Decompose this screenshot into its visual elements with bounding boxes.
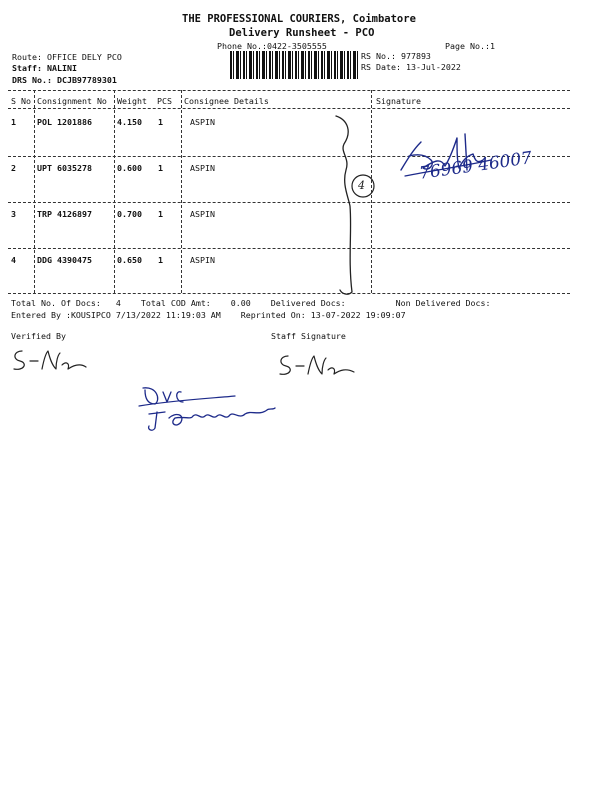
table-top-rule <box>8 90 570 91</box>
staff-signature-icon <box>276 352 356 382</box>
row-consignee: ASPIN <box>190 163 215 173</box>
entered-by-line: Entered By :KOUSIPCO 7/13/2022 11:19:03 AM Reprinted On: 13-07-2022 19:09:07 <box>11 310 406 320</box>
staff-label: Staff: NALINI <box>12 63 77 73</box>
receiver-note-icon <box>135 380 285 440</box>
column-header-weight: Weight <box>117 96 147 106</box>
row-consignment: DDG 4390475 <box>37 255 92 265</box>
row-consignment: TRP 4126897 <box>37 209 92 219</box>
row-consignment: UPT 6035278 <box>37 163 92 173</box>
rs-number: RS No.: 977893 <box>361 51 431 61</box>
handwritten-phone: 76969 46007 <box>418 148 534 184</box>
row-weight: 4.150 <box>117 117 142 127</box>
totals-line: Total No. Of Docs: 4 Total COD Amt: 0.00 Delivered Docs: Non Delivered Docs: <box>11 298 491 308</box>
drs-number: DRS No.: DCJB97789301 <box>12 75 117 85</box>
row-consignee: ASPIN <box>190 209 215 219</box>
verified-signature-icon <box>10 345 90 375</box>
column-divider <box>181 90 182 293</box>
row-weight: 0.700 <box>117 209 142 219</box>
row-divider <box>8 202 570 203</box>
row-sno: 3 <box>11 209 16 219</box>
table-header-rule <box>8 108 570 109</box>
route-label: Route: OFFICE DELY PCO <box>12 52 122 62</box>
row-consignee: ASPIN <box>190 117 215 127</box>
handwritten-count: 4 <box>358 179 365 192</box>
column-header-sno: S No <box>11 96 31 106</box>
row-sno: 4 <box>11 255 16 265</box>
row-weight: 0.600 <box>117 163 142 173</box>
column-header-consignment: Consignment No <box>37 96 107 106</box>
row-sno: 1 <box>11 117 16 127</box>
row-sno: 2 <box>11 163 16 173</box>
row-pcs: 1 <box>158 209 163 219</box>
row-pcs: 1 <box>158 117 163 127</box>
column-divider <box>34 90 35 293</box>
column-header-pcs: PCS <box>157 96 172 106</box>
staff-signature-label: Staff Signature <box>271 331 346 341</box>
verified-by-label: Verified By <box>11 331 66 341</box>
row-pcs: 1 <box>158 163 163 173</box>
page-number: Page No.:1 <box>445 41 495 51</box>
handwritten-bracket <box>330 110 390 300</box>
column-header-consignee: Consignee Details <box>184 96 269 106</box>
rs-date: RS Date: 13-Jul-2022 <box>361 62 461 72</box>
row-divider <box>8 248 570 249</box>
row-consignee: ASPIN <box>190 255 215 265</box>
row-pcs: 1 <box>158 255 163 265</box>
barcode <box>230 51 358 79</box>
column-header-signature: Signature <box>376 96 421 106</box>
column-divider <box>114 90 115 293</box>
phone-number: Phone No.:0422-3505555 <box>217 41 327 51</box>
row-weight: 0.650 <box>117 255 142 265</box>
company-title: THE PROFESSIONAL COURIERS, Coimbatore <box>182 13 416 25</box>
table-bottom-rule <box>8 293 570 294</box>
row-consignment: POL 1201886 <box>37 117 92 127</box>
runsheet-subtitle: Delivery Runsheet - PCO <box>229 27 375 39</box>
